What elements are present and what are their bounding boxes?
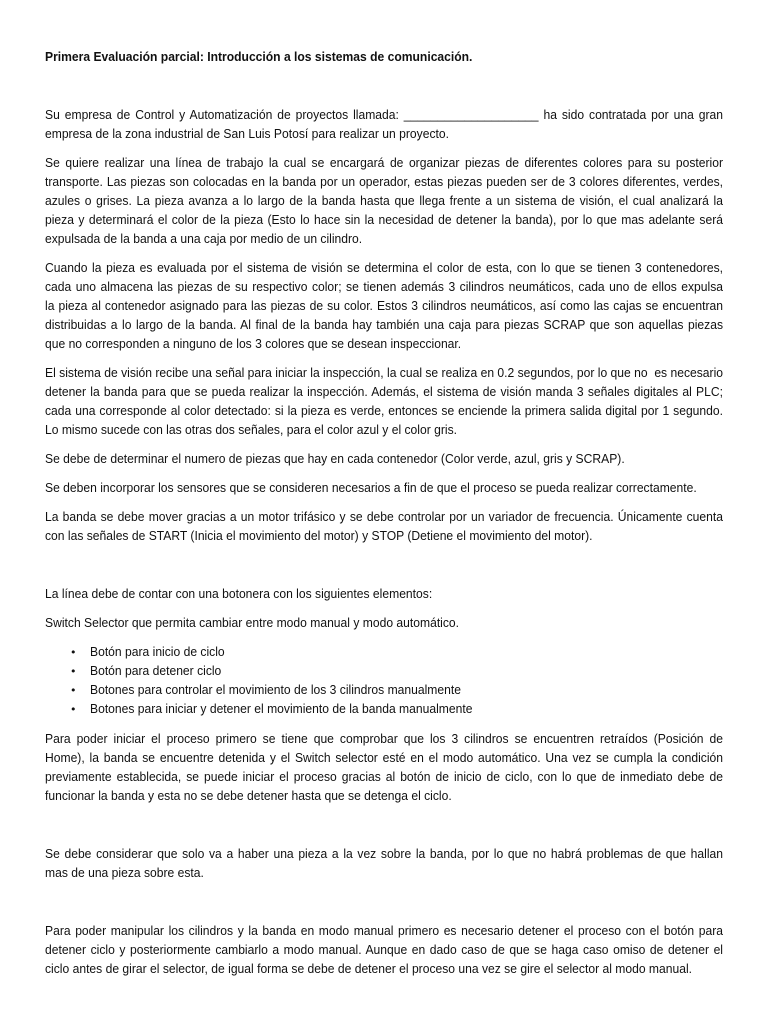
list-item — [70, 700, 723, 719]
blank-line — [45, 893, 723, 912]
paragraph-line — [45, 508, 723, 527]
line-text: detener la banda para que se pueda realizar la inspección. Además, el sistema de visión manda 3 señales digitales al PLC; — [45, 384, 723, 399]
paragraph-line — [45, 585, 723, 604]
paragraph — [45, 259, 723, 354]
paragraph-line — [45, 278, 723, 297]
paragraph-line — [45, 614, 723, 633]
line-text: Home), la banda se encuentre detenida y el Switch selector esté en el modo automático. Una vez se cumpla la condición — [45, 750, 723, 765]
paragraph-line — [45, 383, 723, 402]
paragraph-line — [45, 960, 723, 979]
line-text: Lo mismo sucede con las otras dos señales, para el color azul y el color gris. — [45, 422, 458, 437]
line-text: Para poder iniciar el proceso primero se tiene que comprobar que los 3 cilindros se encuentren retraídos (Posición de — [45, 731, 723, 746]
blank-line — [45, 816, 723, 835]
line-text: Cuando la pieza es evaluada por el sistema de visión se determina el color de esta, con lo que se tienen 3 contenedores, — [45, 260, 723, 275]
list-item — [70, 681, 723, 700]
line-text: expulsada de la banda a una caja por medio de un cilindro. — [45, 231, 363, 246]
paragraph — [45, 508, 723, 546]
bullet-icon: • — [70, 684, 77, 698]
line-text: Se debe de determinar el numero de piezas que hay en cada contenedor (Color verde, azul, gris y SCRAP). — [45, 451, 625, 466]
paragraph — [45, 106, 723, 144]
paragraph-line — [45, 106, 723, 125]
line-text: Switch Selector que permita cambiar entre modo manual y modo automático. — [45, 615, 460, 630]
line-text: distribuidas a lo largo de la banda. Al final de la banda hay también una caja para piezas SCRAP que son aquellas piezas — [45, 317, 723, 332]
paragraph — [45, 845, 723, 883]
blank-line — [45, 77, 723, 96]
paragraph-line — [45, 749, 723, 768]
line-text: Botones para iniciar y detener el movimiento de la banda manualmente — [90, 702, 473, 717]
line-text: El sistema de visión recibe una señal para iniciar la inspección, la cual se realiza en 0.2 segundos, por lo que no es necesario — [45, 365, 723, 380]
title-line — [45, 48, 723, 67]
paragraph-line — [45, 787, 723, 806]
line-text: con las señales de START (Inicia el movimiento del motor) y STOP (Detiene el movimiento del motor). — [45, 528, 593, 543]
paragraph-line — [45, 922, 723, 941]
list-item — [70, 662, 723, 681]
list-item-line — [90, 700, 723, 719]
line-text: La banda se debe mover gracias a un motor trifásico y se debe controlar por un variador de frecuencia. Únicamente cuenta — [45, 509, 723, 524]
bullet-list — [45, 643, 723, 720]
document-title — [45, 48, 723, 67]
line-text: transporte. Las piezas son colocadas en la banda por un operador, estas piezas pueden ser de 3 colores diferentes, verdes, — [45, 174, 723, 189]
paragraph-line — [45, 402, 723, 421]
line-text: azules o grises. La pieza avanza a lo largo de la banda hasta que llega frente a un sistema de visión, el cual analizará la — [45, 193, 723, 208]
line-text: detener ciclo y posteriormente cambiarlo a modo manual. Aunque en dado caso de que se haga caso omiso de detener el — [45, 942, 723, 957]
paragraph — [45, 479, 723, 498]
paragraph-line — [45, 173, 723, 192]
paragraph-line — [45, 730, 723, 749]
paragraph-line — [45, 527, 723, 546]
paragraph-line — [45, 259, 723, 278]
paragraph-line — [45, 230, 723, 249]
blank-line — [45, 556, 723, 575]
paragraph-line — [45, 845, 723, 864]
bullet-icon: • — [70, 645, 77, 659]
paragraph-line — [45, 297, 723, 316]
line-text: cada una corresponde al color detectado: si la pieza es verde, entonces se enciende la primera salida digital por 1 segundo. — [45, 403, 723, 418]
list-item-line — [90, 662, 723, 681]
line-text: Botón para inicio de ciclo — [90, 644, 225, 659]
line-text: ciclo antes de girar el selector, de igual forma se debe de detener el proceso una vez se gire el selector al modo manual. — [45, 961, 693, 976]
list-item — [70, 643, 723, 662]
paragraph — [45, 922, 723, 979]
line-text: Botones para controlar el movimiento de los 3 cilindros manualmente — [90, 683, 461, 698]
paragraph — [45, 450, 723, 469]
paragraph-line — [45, 479, 723, 498]
paragraph — [45, 154, 723, 249]
line-text: cada uno almacena las piezas de su respectivo color; se tienen además 3 cilindros neumáticos, cada uno de ellos expulsa — [45, 279, 723, 294]
paragraph — [45, 585, 723, 604]
line-text: previamente establecida, se puede iniciar el proceso gracias al botón de inicio de ciclo, con lo que de inmediato debe de — [45, 769, 723, 784]
paragraph-line — [45, 335, 723, 354]
line-text: La línea debe de contar con una botonera con los siguientes elementos: — [45, 586, 433, 601]
paragraph — [45, 730, 723, 806]
paragraph-line — [45, 941, 723, 960]
paragraph-line — [45, 364, 723, 383]
line-text: Primera Evaluación parcial: Introducción a los sistemas de comunicación. — [45, 49, 473, 64]
line-text: Se debe considerar que solo va a haber una pieza a la vez sobre la banda, por lo que no habrá problemas de que hallan — [45, 846, 723, 861]
list-item-line — [90, 681, 723, 700]
paragraph-line — [45, 768, 723, 787]
bullet-icon: • — [70, 703, 77, 717]
paragraph-line — [45, 864, 723, 883]
line-text: Botón para detener ciclo — [90, 663, 222, 678]
paragraph-line — [45, 192, 723, 211]
paragraph-line — [45, 125, 723, 144]
paragraph-line — [45, 421, 723, 440]
line-text: Se deben incorporar los sensores que se consideren necesarios a fin de que el proceso se pueda realizar correctamente. — [45, 480, 697, 495]
line-text: mas de una pieza sobre esta. — [45, 865, 204, 880]
line-text: la pieza al contenedor asignado para las piezas de su color. Estos 3 cilindros neumáticos, así como las cajas se encuentran — [45, 298, 723, 313]
paragraph-line — [45, 450, 723, 469]
line-text: Se quiere realizar una línea de trabajo la cual se encargará de organizar piezas de diferentes colores para su posterior — [45, 155, 723, 170]
line-text: pieza y determinará el color de la pieza (Esto lo hace sin la necesidad de detener la banda), por lo que mas adelante será — [45, 212, 723, 227]
paragraph-line — [45, 211, 723, 230]
paragraph — [45, 364, 723, 440]
paragraph — [45, 614, 723, 633]
line-text: empresa de la zona industrial de San Luis Potosí para realizar un proyecto. — [45, 126, 449, 141]
bullet-icon: • — [70, 664, 77, 678]
line-text: Su empresa de Control y Automatización de proyectos llamada: ____________________ ha sido contratada por una gran — [45, 107, 723, 122]
line-text: que no corresponden a ninguno de los 3 colores que se desean inspeccionar. — [45, 336, 462, 351]
paragraph-line — [45, 154, 723, 173]
line-text: Para poder manipular los cilindros y la banda en modo manual primero es necesario detener el proceso con el botón para — [45, 923, 723, 938]
paragraph-line — [45, 316, 723, 335]
list-item-line — [90, 643, 723, 662]
line-text: funcionar la banda y esta no se debe detener hasta que se detenga el ciclo. — [45, 788, 452, 803]
